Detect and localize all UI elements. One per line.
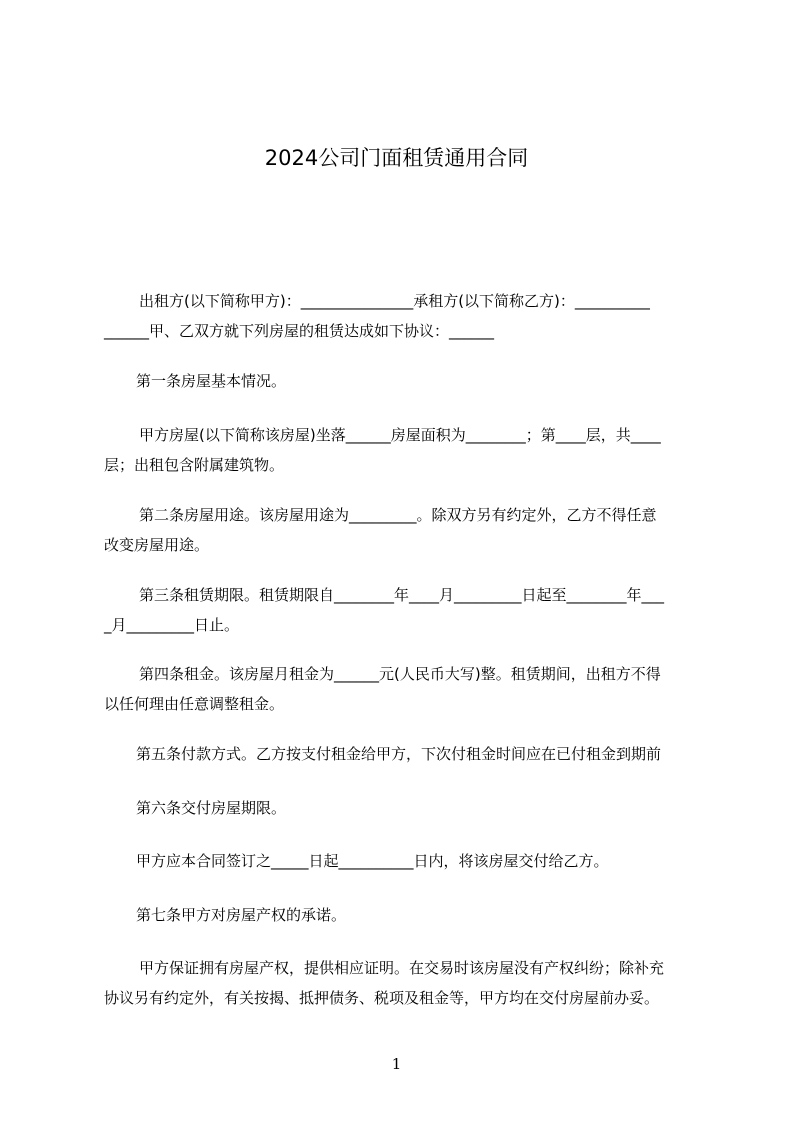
paragraph-line: 第六条交付房屋期限。 — [136, 799, 287, 817]
clause-5 — [104, 739, 702, 769]
clause-3 — [104, 580, 702, 640]
paragraph-line: 第五条付款方式。乙方按支付租金给甲方，下次付租金时间应在已付租金到期前 — [136, 745, 662, 763]
paragraph-line: 甲方保证拥有房屋产权，提供相应证明。在交易时该房屋没有产权纠纷；除补充 — [139, 959, 665, 977]
paragraph-line: 甲方房屋(以下简称该房屋)坐落______房屋面积为________；第____层，共____ — [139, 426, 661, 444]
paragraph-line: 第一条房屋基本情况。 — [136, 372, 287, 390]
clause-7-heading — [104, 900, 702, 930]
paragraph-line: 协议另有约定外，有关按揭、抵押债务、税项及租金等，甲方均在交付房屋前办妥。 — [104, 989, 660, 1007]
page-number: 1 — [391, 1055, 402, 1073]
paragraph-line: _月_________日止。 — [104, 616, 240, 634]
paragraph-line: 第七条甲方对房屋产权的承诺。 — [136, 906, 347, 924]
paragraph-line: 改变房屋用途。 — [104, 536, 210, 554]
paragraph-line: 出租方(以下简称甲方)：_______________承租方(以下简称乙方)：__________ — [139, 292, 650, 310]
clause-6-heading — [104, 793, 702, 823]
paragraph-line: 以任何理由任意调整租金。 — [104, 695, 285, 713]
clause-4 — [104, 659, 702, 719]
document-title: 2024公司门面租赁通用合同 — [264, 146, 529, 170]
paragraph-line: 第二条房屋用途。该房屋用途为_________。除双方另有约定外，乙方不得任意 — [139, 506, 657, 524]
clause-7-body — [104, 953, 702, 1013]
paragraph-line: 第四条租金。该房屋月租金为______元(人民币大写)整。租赁期间，出租方不得 — [139, 665, 661, 683]
clause-1-heading — [104, 366, 702, 396]
paragraph-parties — [104, 286, 702, 346]
paragraph-line: ______甲、乙双方就下列房屋的租赁达成如下协议：______ — [104, 322, 495, 340]
paragraph-line: 层；出租包含附属建筑物。 — [104, 456, 285, 474]
clause-6-body — [104, 846, 702, 876]
paragraph-line: 第三条租赁期限。租赁期限自________年____月_________日起至________年___ — [139, 586, 665, 604]
clause-1-body — [104, 420, 702, 480]
clause-2 — [104, 500, 702, 560]
paragraph-line: 甲方应本合同签订之_____日起__________日内，将该房屋交付给乙方。 — [136, 852, 609, 870]
